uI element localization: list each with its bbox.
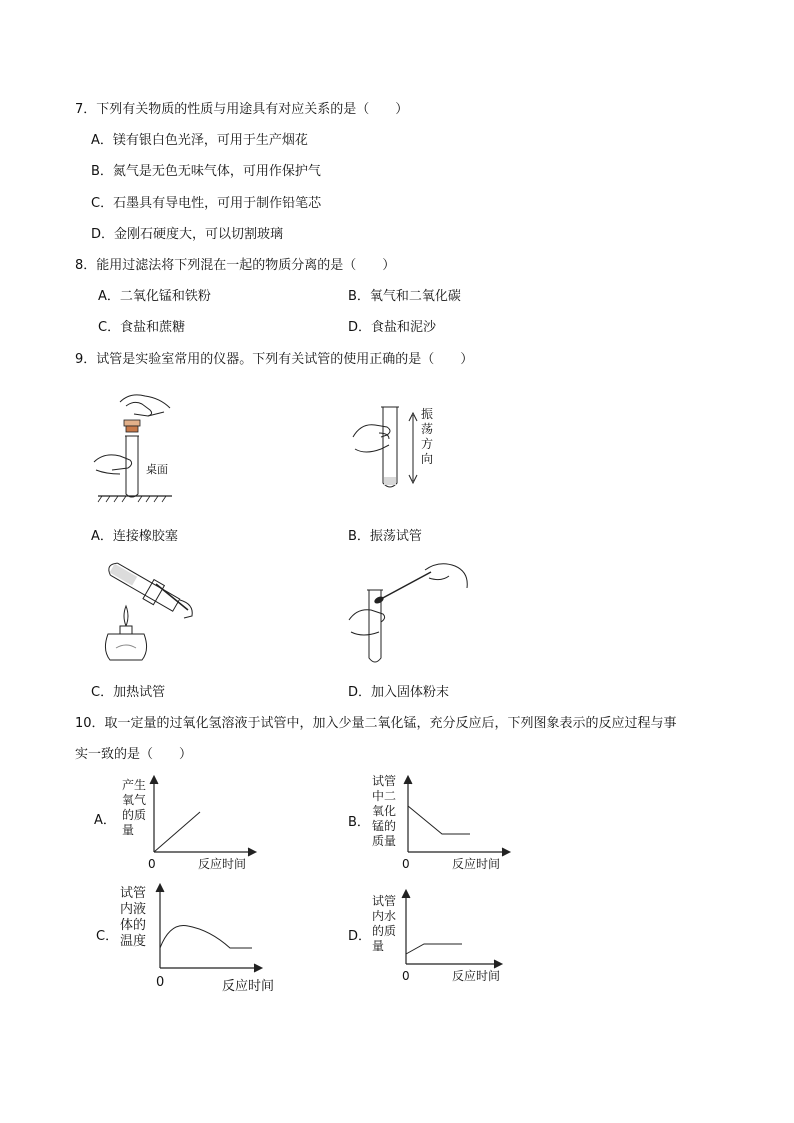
- graph-c-letter: C．: [96, 929, 119, 944]
- graph-b-ylabel-3: 氧化: [372, 804, 397, 818]
- graph-b-ylabel-5: 质量: [372, 834, 397, 848]
- graph-a-curve: [154, 812, 200, 852]
- q9-option-d: D．加入固体粉末: [348, 685, 450, 700]
- graph-c-ylabel-3: 体的: [120, 918, 147, 933]
- q10-stem-line2: 实一致的是（ ）: [75, 747, 193, 762]
- graph-d-ylabel-4: 量: [372, 939, 385, 953]
- q10-graph-c: [92, 880, 292, 992]
- graph-c-ylabel-2: 内液: [120, 902, 147, 917]
- graph-a-origin: 0: [148, 857, 156, 871]
- graph-d-ylabel-1: 试管: [372, 894, 397, 908]
- q8-stem: 8．能用过滤法将下列混在一起的物质分离的是（ ）: [75, 258, 396, 273]
- graph-d-curve: [406, 944, 462, 954]
- q9-stem: 9．试管是实验室常用的仪器。下列有关试管的使用正确的是（ ）: [75, 352, 474, 367]
- graph-c-ylabel-4: 温度: [120, 934, 147, 949]
- graph-c-curve: [160, 925, 252, 948]
- graph-d-ylabel-2: 内水: [372, 909, 397, 923]
- q8-option-b: B．氧气和二氧化碳: [348, 289, 461, 304]
- shake-label-4: 向: [421, 452, 434, 466]
- shake-label-2: 荡: [421, 422, 434, 436]
- graph-d-letter: D．: [348, 929, 372, 944]
- q7-option-c: C．石墨具有导电性，可用于制作铅笔芯: [91, 196, 322, 211]
- graph-b-ylabel-2: 中二: [372, 789, 397, 803]
- q7-option-a: A．镁有银白色光泽，可用于生产烟花: [91, 133, 308, 148]
- q7-option-b: B．氮气是无色无味气体，可用作保护气: [91, 164, 321, 179]
- q9-figure-d: [345, 560, 475, 670]
- graph-d-xlabel: 反应时间: [452, 969, 501, 983]
- graph-c-xlabel: 反应时间: [222, 979, 275, 994]
- graph-a-ylabel-3: 的质: [122, 808, 147, 822]
- shake-label-1: 振: [421, 407, 434, 421]
- graph-b-letter: B．: [348, 815, 370, 830]
- shake-label-3: 方: [421, 437, 434, 451]
- q8-option-d: D．食盐和泥沙: [348, 320, 437, 335]
- graph-b-ylabel-4: 锰的: [372, 819, 397, 833]
- q9-option-a: A．连接橡胶塞: [91, 529, 178, 544]
- graph-d-ylabel-3: 的质: [372, 924, 397, 938]
- graph-c-ylabel-1: 试管: [120, 886, 147, 901]
- graph-b-ylabel-1: 试管: [372, 774, 397, 788]
- q9-figure-a: [90, 390, 180, 508]
- q9-figure-c: [88, 560, 200, 670]
- q9-figure-b: [345, 403, 445, 493]
- q10-graph-a: [92, 772, 262, 876]
- q9-option-c: C．加热试管: [91, 685, 166, 700]
- q10-graph-d: [346, 888, 516, 988]
- q10-graph-b: [346, 772, 516, 876]
- graph-d-origin: 0: [402, 969, 410, 983]
- graph-b-xlabel: 反应时间: [452, 857, 501, 871]
- q8-option-c: C．食盐和蔗糖: [98, 320, 186, 335]
- graph-a-ylabel-4: 量: [122, 823, 135, 837]
- q9-option-b: B．振荡试管: [348, 529, 422, 544]
- q7-option-d: D．金刚石硬度大，可以切割玻璃: [91, 227, 284, 242]
- graph-a-letter: A．: [94, 813, 116, 828]
- graph-c-origin: 0: [156, 975, 165, 990]
- q10-stem-line1: 10．取一定量的过氧化氢溶液于试管中，加入少量二氧化锰，充分反应后，下列图象表示的反应过程与事: [75, 716, 677, 731]
- q7-stem: 7．下列有关物质的性质与用途具有对应关系的是（ ）: [75, 102, 409, 117]
- graph-a-xlabel: 反应时间: [198, 857, 247, 871]
- graph-a-ylabel-1: 产生: [122, 778, 147, 792]
- graph-b-curve: [408, 806, 470, 834]
- graph-b-origin: 0: [402, 857, 410, 871]
- q8-option-a: A．二氧化锰和铁粉: [98, 289, 211, 304]
- table-label: 桌面: [146, 463, 168, 476]
- graph-a-ylabel-2: 氧气: [122, 793, 147, 807]
